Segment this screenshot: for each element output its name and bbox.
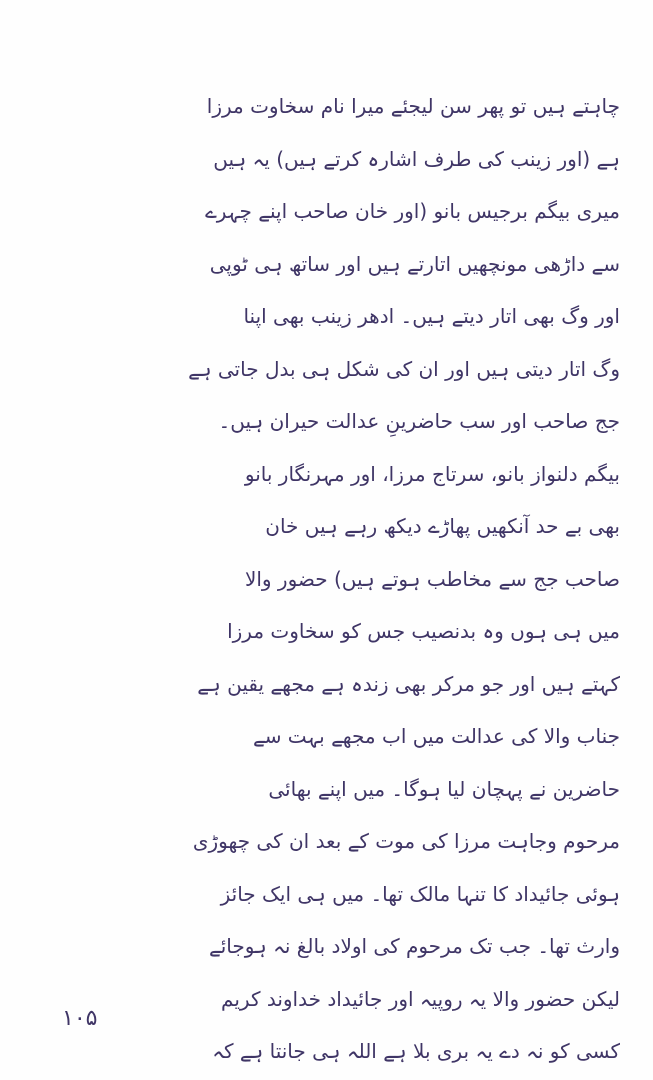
text-line: جناب والا کی عدالت میں اب مجھے بہت سے	[252, 724, 620, 748]
text-line: حاضرین نے پہچان لیا ہوگا۔ میں اپنے بھائی	[268, 776, 620, 801]
text-line: صاحب جج سے مخاطب ہوتے ہیں) حضور والا	[244, 566, 620, 591]
text-line: وارث تھا۔ جب تک مرحوم کی اولاد بالغ نہ ہوجائے	[208, 934, 620, 958]
text-line: ہے (اور زینب کی طرف اشارہ کرتے ہیں) یہ ہیں	[213, 146, 620, 171]
text-line: مرحوم وجاہت مرزا کی موت کے بعد ان کی چھوڑی	[192, 829, 620, 853]
text-line: بیگم دلنواز بانو، سرتاج مرزا، اور مہرنگار بانو	[244, 461, 620, 486]
text-line: سے داڑھی مونچھیں اتارتے ہیں اور ساتھ ہی ٹوپی	[209, 251, 620, 276]
text-line: بھی بے حد آنکھیں پھاڑے دیکھ رہے ہیں خان	[265, 514, 620, 538]
text-line: چاہتے ہیں تو پھر سن لیجئے میرا نام سخاوت مرزا	[206, 94, 620, 118]
text-line: وگ اتار دیتی ہیں اور ان کی شکل ہی بدل جاتی ہے	[188, 356, 620, 381]
page-number: ۱۰۵	[62, 1006, 98, 1031]
text-line: اور وگ بھی اتار دیتے ہیں۔ ادھر زینب بھی اپنا	[243, 304, 620, 328]
text-line: میں ہی ہوں وہ بدنصیب جس کو سخاوت مرزا	[227, 619, 620, 643]
text-line: لیکن حضور والا یہ روپیہ اور جائیداد خداوند کریم	[221, 986, 620, 1011]
handwritten-text-block	[40, 80, 620, 1078]
text-line: جج صاحب اور سب حاضرینِ عدالت حیران ہیں۔	[218, 409, 620, 433]
text-line: کہتے ہیں اور جو مرکر بھی زندہ ہے مجھے یقین ہے	[197, 671, 620, 696]
text-line: کسی کو نہ دے یہ بری بلا ہے اللہ ہی جانتا ہے کہ	[212, 1039, 620, 1063]
text-line: ہوئی جائیداد کا تنہا مالک تھا۔ میں ہی ایک جائز	[220, 881, 620, 906]
text-line: میری بیگم برجیس بانو (اور خان صاحب اپنے چہرے	[205, 199, 620, 223]
